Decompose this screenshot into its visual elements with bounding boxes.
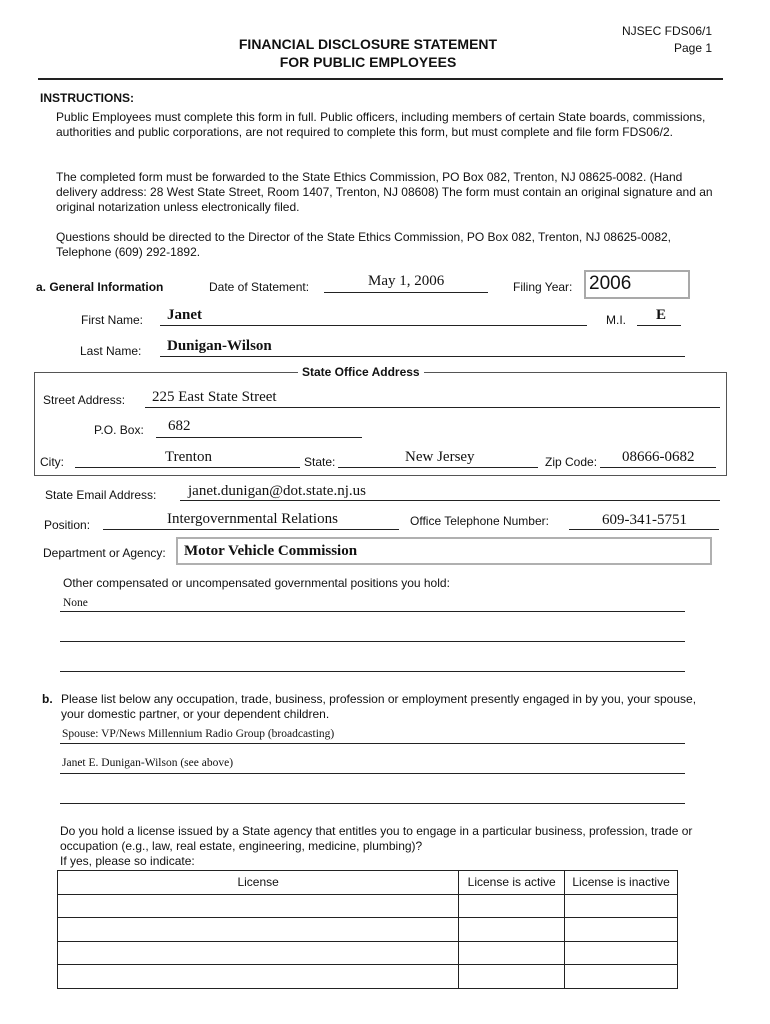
table-row [58, 941, 678, 965]
last-name-underline [160, 356, 685, 357]
instructions-paragraph-3: Questions should be directed to the Director of the State Ethics Commission, PO Box 082, Trenton, NJ 08625-0082, Telephone (609) 292-1892. [56, 230, 671, 259]
table-row [58, 894, 678, 918]
license-table [57, 870, 678, 989]
license-column-header: License [58, 871, 459, 895]
office-phone-field[interactable]: 609-341-5751 [602, 512, 687, 528]
license-table-header [58, 871, 678, 895]
date-of-statement-underline [324, 292, 488, 293]
po-box-underline [156, 437, 362, 438]
section-a-label: a. General Information [36, 280, 164, 294]
license-cell[interactable] [58, 894, 459, 918]
license-if-yes: If yes, please so indicate: [60, 854, 195, 868]
mi-underline [637, 325, 681, 326]
instructions-paragraph-1: Public Employees must complete this form in full. Public officers, including members of certain State boards, commissions, authorities and public corporations, are not required to complete this form, but must complete and file form FDS06/2. [56, 110, 706, 139]
license-inactive-column-header: License is inactive [565, 871, 678, 895]
po-box-field[interactable]: 682 [168, 418, 191, 434]
last-name-label: Last Name: [80, 344, 142, 358]
department-value: Motor Vehicle Commission [184, 543, 358, 559]
occupation-underline-2 [60, 773, 685, 774]
state-underline [338, 467, 538, 468]
first-name-field[interactable]: Janet [167, 307, 202, 323]
date-of-statement-label: Date of Statement: [209, 280, 310, 294]
license-inactive-cell[interactable] [565, 918, 678, 942]
city-underline [75, 467, 300, 468]
license-cell[interactable] [58, 965, 459, 989]
filing-year-label: Filing Year: [513, 280, 573, 294]
license-inactive-cell[interactable] [565, 894, 678, 918]
license-question: Do you hold a license issued by a State agency that entitles you to engage in a particular business, profession, trade or occupation (e.g., law, real estate, engineering, medicine, plumbing)? [60, 824, 693, 853]
other-positions-line-1 [60, 611, 685, 612]
license-active-column-header: License is active [459, 871, 565, 895]
occupation-line-1[interactable]: Spouse: VP/News Millennium Radio Group (broadcasting) [62, 728, 335, 740]
mi-label: M.I. [606, 313, 626, 327]
office-phone-label: Office Telephone Number: [410, 514, 549, 528]
street-address-underline [145, 407, 720, 408]
po-box-label: P.O. Box: [94, 423, 144, 437]
occupation-underline-3 [60, 803, 685, 804]
section-b-letter: b. [42, 692, 53, 706]
email-label: State Email Address: [45, 488, 157, 502]
license-cell[interactable] [58, 918, 459, 942]
table-row [58, 965, 678, 989]
occupation-line-2[interactable]: Janet E. Dunigan-Wilson (see above) [62, 757, 234, 769]
position-field[interactable]: Intergovernmental Relations [167, 511, 338, 527]
license-active-cell[interactable] [459, 894, 565, 918]
first-name-label: First Name: [81, 313, 144, 327]
filing-year-value: 2006 [589, 273, 632, 294]
mi-field[interactable]: E [656, 307, 667, 323]
instructions-paragraph-2: The completed form must be forwarded to the State Ethics Commission, PO Box 082, Trenton, NJ 08625-0082. (Hand delivery address: 28 West State Street, Room 1407, Trenton, NJ 08608) The form must contain an original signature and an original notarization unless electronically filed. [56, 170, 713, 214]
license-inactive-cell[interactable] [565, 941, 678, 965]
zip-code-label: Zip Code: [545, 455, 598, 469]
state-label: State: [304, 455, 336, 469]
other-positions-label: Other compensated or uncompensated governmental positions you hold: [63, 576, 450, 590]
street-address-label: Street Address: [43, 393, 126, 407]
last-name-field[interactable]: Dunigan-Wilson [167, 338, 272, 354]
email-underline [180, 500, 720, 501]
first-name-underline [160, 325, 587, 326]
page-title-line1: FINANCIAL DISCLOSURE STATEMENT [238, 36, 498, 52]
license-active-cell[interactable] [459, 918, 565, 942]
instructions-heading: INSTRUCTIONS: [40, 91, 134, 105]
state-office-address-heading: State Office Address [298, 365, 424, 379]
license-active-cell[interactable] [459, 965, 565, 989]
table-row [58, 918, 678, 942]
state-field[interactable]: New Jersey [405, 449, 475, 465]
page-number: Page 1 [674, 41, 713, 55]
license-active-cell[interactable] [459, 941, 565, 965]
office-phone-underline [569, 529, 719, 530]
form-id: NJSEC FDS06/1 [622, 24, 713, 38]
license-inactive-cell[interactable] [565, 965, 678, 989]
date-of-statement-field[interactable]: May 1, 2006 [368, 273, 445, 289]
other-positions-line-3 [60, 671, 685, 672]
email-field[interactable]: janet.dunigan@dot.state.nj.us [188, 483, 366, 499]
occupation-underline-1 [60, 743, 685, 744]
header-divider [38, 78, 723, 80]
city-field[interactable]: Trenton [165, 449, 212, 465]
section-b-question: Please list below any occupation, trade, business, profession or employment presently engaged in by you, your spouse, your domestic partner, or your dependent children. [61, 692, 697, 721]
position-underline [103, 529, 399, 530]
zip-code-underline [600, 467, 716, 468]
department-label: Department or Agency: [43, 546, 166, 560]
license-cell[interactable] [58, 941, 459, 965]
other-positions-field-1[interactable]: None [63, 597, 88, 609]
zip-code-field[interactable]: 08666-0682 [622, 449, 695, 465]
page-title-line2: FOR PUBLIC EMPLOYEES [279, 54, 457, 70]
city-label: City: [40, 455, 64, 469]
other-positions-line-2 [60, 641, 685, 642]
position-label: Position: [44, 518, 91, 532]
street-address-field[interactable]: 225 East State Street [152, 389, 277, 405]
